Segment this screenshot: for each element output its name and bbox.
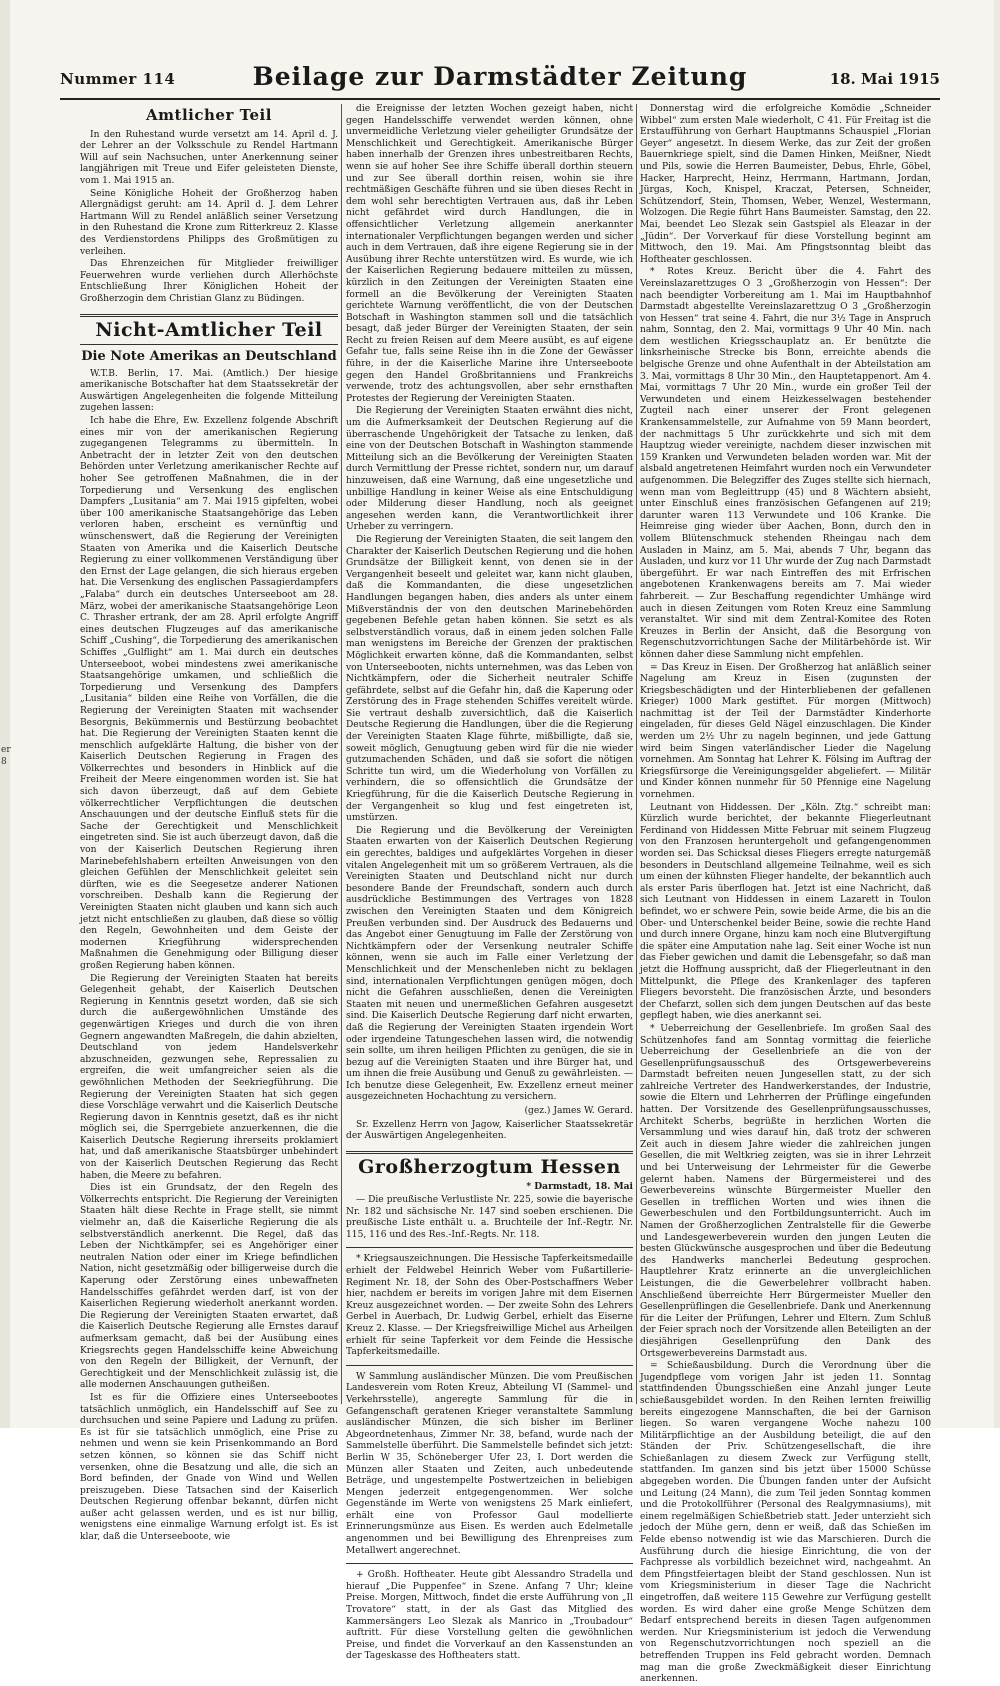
paragraph: W Sammlung ausländischer Münzen. Die vom Preußischen Landesverein vom Roten Kreuz, Abteilung VI (Sammel- und Verkehrsstelle), angeregte Sammlung für die in Gefangenschaft geratenen Krieger veranstaltete Sammlung ausländischer Münzen, die sich bisher im Berliner Abgeordnetenhaus, Zimmer Nr. 38, befand, wurde nach der Sammelstelle überführt. Die Sammelstelle befindet sich jetzt: Berlin W 35, Schöneberger Ufer 23, I. Dort werden die Münzen aller Staaten und Zeiten, auch unbedeutende Beträge, und ungestempelte Postwertzeichen in beliebigen Mengen jederzeit entgegengenommen. Wer solche Gegenstände im Werte von wenigstens 25 Mark einliefert, erhält eine von Professor Gaul modellierte Erinnerungsmünze aus Eisen. Es werden auch Edelmetalle angenommen und bei Bewilligung des Ehrenpreises zum Metallwert angerechnet. [346,1371,633,1556]
paragraph: Seine Königliche Hoheit der Großherzog haben Allergnädigst geruht: am 14. April d. J. dem Lehrer Hartmann Will zu Rendel anläßlich seiner Versetzung in den Ruhestand die Krone zum Ritterkreuz 2. Klasse des Verdienstordens Philipps des Großmütigen zu verleihen. [80,188,338,257]
paragraph: * Rotes Kreuz. Bericht über die 4. Fahrt des Vereinslazarettzuges O 3 „Großherzogin von Hessen“: Der nach beendigter Vorbereitung am 1. Mai im Hauptbahnhof Darmstadt abgestellte Vereinslazarettzug O 3 „Großherzogin von Hessen“ trat seine 4. Fahrt, die nur 3½ Tage in Anspruch nahm, Sonntag, den 2. Mai, vormittags 9 Uhr 40 Min. nach dem westlichen Kriegsschauplatz an. Er benützte die linksrheinische Strecke bis Bonn, erreichte abends die belgische Grenze und ohne Aufenthalt in der Abteilstation am 3. Mai, vormittags 8 Uhr 30 Min., den Hauptetappenort. Am 4. Mai, vormittags 7 Uhr 20 Min., wurde ein großer Teil der Verwundeten und einem Heizkesselwagen bestehender Zugteil nach einer unserer der Front gelegenen Krankensammelstelle, zur Aufnahme von 59 Mann beordert, der nachmittags 5 Uhr zurückkehrte und sich mit dem Hauptzug wieder vereinigte, nachdem dieser inzwischen mit 159 Kranken und Verwundeten beladen worden war. Mit der alsbald angetretenen Heimfahrt wurden noch ein Verwundeter aufgenommen. Die Belegziffer des Zuges stellte sich hiernach, wenn man vom Begleittrupp (45) und 8 Wächtern absieht, unter Einschluß eines französischen Gefangenen auf 219; darunter waren 113 Verwundete und 106 Kranke. Die Heimreise ging wieder über Aachen, Bonn, durch den in vollem Blütenschmuck stehenden Rheingau nach dem Ausladen in Mainz, am 5. Mai, abends 7 Uhr, begann das Ausladen, und kurz vor 11 Uhr wurde der Zug nach Darmstadt übergeführt. Er war nach Eintreffen des mit Erfrischen angebotenen Krankenwagens bereits am 7. Mai wieder fahrbereit. — Zur Beschaffung regendichter Umhänge wird auch in diesen Zeitungen vom Roten Kreuz eine Sammlung veranstaltet. Wir sind mit dem Zentral-Komitee des Roten Kreuzes in Berlin der Ansicht, daß die Besorgung von Regenschutzvorrichtungen Sache der Militärbehörde ist. Wir können daher diese Sammlung nicht empfehlen. [640,267,931,660]
paragraph: + Großh. Hoftheater. Heute gibt Alessandro Stradella und hierauf „Die Puppenfee“ in Szene. Anfang 7 Uhr; kleine Preise. Morgen, Mittwoch, findet die erste Aufführung von „Il Trovatore“ statt, in der als Gast das Mitglied des Kammersängers Leo Slezak als Manrico in „Troubadour“ auftritt. Für diese Vorstellung gelten die gewöhnlichen Preise, und findet die Vorverkauf an den Kassenstunden an der Tageskasse des Hoftheaters statt. [346,1570,633,1662]
column-divider-1 [341,104,342,1404]
column-divider-2 [636,104,637,1404]
issue-number: Nummer 114 [60,70,176,88]
edge-mark-2: 8 [1,757,7,767]
page-left-edge [0,0,10,1428]
newspaper-title: Beilage zur Darmstädter Zeitung [252,62,748,91]
paragraph: = Das Kreuz in Eisen. Der Großherzog hat anläßlich seiner Nagelung am Kreuz in Eisen (zugunsten der Kriegsbeschädigten und der Hinterbliebenen der gefallenen Krieger) 1000 Mark gestiftet. Für morgen (Mittwoch) nachmittag ist der Teil der Darmstädter Kinderhorte eingeladen, für dieses Geld Nägel einzuschlagen. Die Kinder werden um 2½ Uhr zu nageln beginnen, und jede Gattung wird beim Singen vaterländischer Lieder die Nagelung vornehmen. Am Sonntag hat Lehrer K. Fölsing im Auftrag der Kriegsfürsorge die Vereinigungsgelder abgeliefert. — Militär und Kinder können nunmehr für 50 Pfennige eine Nagelung vornehmen. [640,662,931,801]
paragraph: Die Regierung der Vereinigten Staaten, die seit langem den Charakter der Kaiserlich Deutschen Regierung und die hohen Grundsätze der Billigkeit kennt, von denen sie in der Vergangenheit beseelt und geleitet war, kann nicht glauben, daß die Kommandanten, die diese ungesetzlichen Handlungen begangen haben, dies anders als unter einem Mißverständnis der von den deutschen Marinebehörden gegebenen Befehle getan haben können. Sie setzt es als selbstverständlich voraus, daß in einem jeden solchen Falle man wenigstens im Bereiche der Grenzen der praktischen Möglichkeit erwarten könne, daß die Kommandanten, selbst von Unterseebooten, nichts unternehmen, was das Leben von Nichtkämpfern, oder die Sicherheit neutraler Schiffe gefährdete, selbst auf die Gefahr hin, daß die Kaperung oder Zerstörung des in Frage stehenden Schiffes vereitelt würde. Sie vertraut deshalb zuversichtlich, daß die Kaiserlich Deutsche Regierung die Handlungen, über die die Regierung der Vereinigten Staaten Klage führte, mißbilligte, daß sie, soweit möglich, Genugtuung geben wird für die nie wieder gutzumachenden Schäden, und daß sie sofort die nötigen Schritte tun wird, um die Wiederholung von Vorfällen zu verhindern, die so offensichtlich die Grundsätze der Kriegführung, für die die Kaiserlich Deutsche Regierung in der Vergangenheit so klug und fest eingetreten ist, umstürzen. [346,534,633,824]
paragraph: Das Ehrenzeichen für Mitglieder freiwilliger Feuerwehren wurde verliehen durch Allerhöchste Entschließung Ihrer Königlichen Hoheit der Großherzogin dem Christian Glanz zu Büdingen. [80,259,338,304]
dateline: * Darmstadt, 18. Mai [526,1181,633,1193]
section-divider [80,314,338,317]
divider [80,344,338,345]
paragraph: * Kriegsauszeichnungen. Die Hessische Tapferkeitsmedaille erhielt der Feldwebel Heinrich Weber vom Fußartillerie-Regiment Nr. 18, der Sohn des Ober-Postschaffners Weber hier, nachdem er bereits im vorigen Jahre mit dem Eisernen Kreuz ausgezeichnet worden. — Der zweite Sohn des Lehrers Gerbel in Auerbach, Dr. Ludwig Gerbel, erhielt das Eiserne Kreuz 2. Klasse. — Der Kriegsfreiwillige Michel aus Arheilgen erhielt für seine Tapferkeit vor dem Feinde die Hessische Tapferkeitsmedaille. [346,1254,633,1358]
section-title-amtlicher: Amtlicher Teil [146,106,272,124]
divider [346,1365,633,1366]
paragraph: die Ereignisse der letzten Wochen gezeigt haben, nicht gegen Handelsschiffe verwendet werden können, ohne unvermeidliche Verletzung vieler geheiligter Grundsätze der Menschlichkeit und Gerechtigkeit. Amerikanische Bürger haben innerhalb der Grenzen ihres unbestreitbaren Rechts, wenn sie auf hoher See ihre Schiffe überall dorthin steuern und zur See überall dorthin reisen, wohin sie ihre rechtmäßigen Geschäfte führen und sie üben dieses Recht in dem wohl sehr berechtigten Vertrauen aus, daß ihr Leben nicht gefährdet wird durch Handlungen, die in offensichtlicher Verletzung allgemein anerkannter internationaler Verpflichtungen begangen werden und sicher auch in dem Vertrauen, daß ihre eigene Regierung sie in der Ausübung ihrer Rechte unterstützen wird. Es wurde, wie ich der Kaiserlichen Regierung bedauere mitteilen zu müssen, kürzlich in den Zeitungen der Vereinigten Staaten eine formell an die Bevölkerung der Vereinigten Staaten gerichtete Warnung veröffentlicht, die von der Deutschen Botschaft in Washington stammen soll und die tatsächlich besagt, daß jeder Bürger der Vereinigten Staaten, der sein Recht zu freien Reisen auf dem Meere ausübt, es auf eigene Gefahr tue, falls seine Reise ihn in die Zone der Gewässer führe, in der die Kaiserliche Marine ihre Unterseeboote gegen den Handel Großbritanniens und Frankreichs verwende, trotz des achtungsvollen, aber sehr ernsthaften Protestes der Regierung der Vereinigten Staaten. [346,104,633,404]
column-1 [80,104,338,1543]
addressee: Sr. Exzellenz Herrn von Jagow, Kaiserlicher Staatssekretär der Auswärtigen Angelegenheiten. [346,1119,633,1142]
article-headline: Die Note Amerikas an Deutschland [81,349,337,365]
paragraph: — Die preußische Verlustliste Nr. 225, sowie die bayerische Nr. 182 und sächsische Nr. 147 sind soeben erschienen. Die preußische Liste enthält u. a. Bruchteile der Inf.-Regtr. Nr. 115, 116 und des Res.-Inf.-Regts. Nr. 118. [346,1195,633,1240]
paragraph: W.T.B. Berlin, 17. Mai. (Amtlich.) Der hiesige amerikanische Botschafter hat dem Staatssekretär der Auswärtigen Angelegenheiten die folgende Mitteilung zugehen lassen: [80,368,338,414]
page-right-edge [994,0,1000,1428]
masthead-rule [60,98,940,100]
divider [346,1247,633,1248]
divider [346,1563,633,1564]
masthead [60,62,940,96]
paragraph: Ist es für die Offiziere eines Unterseebootes tatsächlich unmöglich, ein Handelsschiff auf See zu durchsuchen und seine Papiere und Ladung zu prüfen. Es ist für sie tatsächlich unmöglich, eine Prise zu nehmen und wenn sie kein Prisenkommando an Bord setzen können, so können sie das Schiff nicht versenken, ohne die Besatzung und alle, die sich an Bord befinden, der Gnade von Wind und Wellen preiszugeben. Diese Tatsachen sind der Kaiserlich Deutschen Regierung offenbar bekannt, dürfen nicht außer acht gelassen werden, und es ist nur billig, wenigstens eine einmalige Warnung erfolgt ist. Es ist klar, daß die Unterseeboote, wie [80,1392,338,1543]
section-divider [346,1151,633,1154]
paragraph: Die Regierung der Vereinigten Staaten hat bereits Gelegenheit gehabt, der Kaiserlich Deutschen Regierung in Kenntnis gesetzt worden, daß sie sich durch die außergewöhnlichen Umstände des gegenwärtigen Krieges und durch die von ihren Gegnern angewandten Maßregeln, die dahin abzielten, Deutschland von jedem Handelsverkehr abzuschneiden, gezwungen sehe, Repressalien zu ergreifen, die weit umfangreicher seien als die gewöhnlichen Methoden der Seekriegführung. Die Regierung der Vereinigten Staaten hat sich gegen diese Vorschläge verwahrt und die Kaiserlich Deutsche Regierung davon in Kenntnis gesetzt, daß es ihr nicht möglich sei, die Sperrgebiete anzuerkennen, die die Kaiserlich Deutsche Regierung ihrerseits proklamiert hat, und daß amerikanische Staatsbürger unbehindert von der Kaiserlich Deutschen Regierung das Recht haben, die Meere zu befahren. [80,973,338,1181]
paragraph: Die Regierung der Vereinigten Staaten erwähnt dies nicht, um die Aufmerksamkeit der Deutschen Regierung auf die überraschende Ungehörigkeit der Tatsache zu lenken, daß eine von der Deutschen Botschaft in Washington stammende Mitteilung sich an die Bevölkerung der Vereinigten Staaten durch Vermittlung der Presse richtet, sondern nur, um darauf hinzuweisen, daß eine Warnung, daß eine ungesetzliche und unbillige Handlung in keiner Weise als eine Entschuldigung oder Milderung dieser Handlung, noch als geeignet angesehen werden kann, die Verantwortlichkeit ihrer Urheber zu verringern. [346,406,633,533]
paragraph: Dies ist ein Grundsatz, der den Regeln des Völkerrechts entspricht. Die Regierung der Vereinigten Staaten hält diese Rechte in Frage stellt, sie nimmt vielmehr an, daß die Kaiserliche Regierung die als selbstverständlich anerkennt. Die Regel, daß das Leben der Nichtkämpfer, sei es Angehöriger einer neutralen Nation oder einer im Kriege befindlichen Nation, nicht gesetzmäßig oder billigerweise durch die Kaperung oder Zerstörung eines unbewaffneten Handelsschiffes gefährdet werden darf, ist von der Kaiserlichen Regierung wiederholt anerkannt worden. Die Regierung der Vereinigten Staaten erwartet, daß die Kaiserlich Deutsche Regierung alle Ernstes darauf aufmerksam gemacht, daß bei der Ausübung eines Kriegsrechts gegen Handelsschiffe keine Abweichung von den Regeln der Billigkeit, der Vernunft, der Gerechtigkeit und der Menschlichkeit zulässig ist, die alle modernen Anschauungen gutheißen. [80,1183,338,1391]
paragraph: * Ueberreichung der Gesellenbriefe. Im großen Saal des Schützenhofes fand am Sonntag vormittag die feierliche Ueberreichung der Gesellenbriefe an die von der Gesellenprüfungsausschuß des Ortsgewerbevereins Darmstadt befreiten neuen Jungesellen statt, zu der sich zahlreiche Vertreter des Handwerkerstandes, der Industrie, sowie die Eltern und Lehrherren der Prüflinge eingefunden hatten. Der Vorsitzende des Gesellenprüfungsausschusses, Architekt Scherbs, begrüßte in herzlichen Worten die Versammlung und wies darauf hin, daß trotz der schweren Zeit auch in diesem Jahre wieder die zahlreichen jungen Gesellen, die mit Weltkrieg zeigten, was sie in ihrer Lehrzeit und bei Unterweisung der Lehrmeister für die Gewerbe gelernt haben. Namens der Bürgermeisterei und des Gewerbevereins wünschte Bürgermeister Mueller den Gesellen in trefflichen Worten und wies ihnen die Gewerbeschulen und den Fortbildungsunterricht. Auch im Namen der Großherzoglichen Zentralstelle für die Gewerbe und Landesgewerbeverein wurden den jungen Leuten die besten Glückwünsche ausgesprochen und über die Bedeutung des Handwerks mancherlei Bedeutung gesprochen. Hauptlehrer Kratz erinnerte an die unvergleichlichen Leistungen, die die Gewerbelehrer vollbracht haben. Anschließend überreichte Herr Bürgermeister Mueller den Gesellenprüflingen die Gesellenbriefe. Dank und Anerkennung für die Leiter der Prüfungen, Lehrer und Eltern. Zum Schluß der Feier sprach noch der Vorsitzende allen Beteiligten an der diesjährigen Gesellenprüfung den Dank des Ortsgewerbevereins Darmstadt aus. [640,1023,931,1359]
paragraph: Die Regierung und die Bevölkerung der Vereinigten Staaten erwarten von der Kaiserlich Deutschen Regierung ein gerechtes, baldiges und aufgeklärtes Vorgehen in dieser vitalen Angelegenheit mit um so größerem Vertrauen, als die Vereinigten Staaten und Deutschland nicht nur durch besondere Bande der Freundschaft, sondern auch durch ausdrückliche Bestimmungen des Vertrages von 1828 zwischen den Vereinigten Staaten und dem Königreich Preußen verbunden sind. Der Ausdruck des Bedauerns und das Angebot einer Genugtuung im Falle der Zerstörung von Nichtkämpfern oder der Versenkung neutraler Schiffe können, wenn sie auch im Falle einer Verletzung der Menschlichkeit und der Menschenleben nicht zu beklagen sind, internationalen Verpflichtungen genügen mögen, doch nicht die Gefahren ausschließen, denen die Vereinigten Staaten mit neuen und unermeßlichen Gefahren ausgesetzt sind. Die Kaiserlich Deutsche Regierung darf nicht erwarten, daß die Regierung der Vereinigten Staaten irgendein Wort oder irgendeine Tatungeschehen lassen wird, die notwendig sein sollte, um ihren heiligen Pflichten zu genügen, die sie in bezug auf die Vereinigten Staaten und ihre Bürger hat, und um ihnen die freie Ausübung und Genuß zu gewährleisten. — Ich benutze diese Gelegenheit, Ew. Exzellenz erneut meiner ausgezeichneten Hochachtung zu versichern. [346,825,633,1103]
paragraph: In den Ruhestand wurde versetzt am 14. April d. J. der Lehrer an der Volksschule zu Rendel Hartmann Will auf sein Nachsuchen, unter Anerkennung seiner langjährigen mit Treue und Eifer geleisteten Dienste, vom 1. Mai 1915 an. [80,129,338,186]
section-title-nicht-amtlicher: Nicht-Amtlicher Teil [95,318,323,341]
paragraph: Leutnant von Hiddessen. Der „Köln. Ztg.“ schreibt man: Kürzlich wurde berichtet, der bekannte Fliegerleutnant Ferdinand von Hiddessen Mitte Februar mit seinem Flugzeug von den Franzosen heruntergeholt und gefangengenommen worden sei. Das Schicksal dieses Fliegers erregte naturgemäß besonders in Deutschland allgemeine Teilnahme, weil es sich um einen der kühnsten Flieger handelte, der bekanntlich auch als erster Paris überflogen hat. Jetzt ist eine Nachricht, daß sich Leutnant von Hiddessen in einem Lazarett in Toulon befindet, wo er schwere Pein, sowie beide Arme, die bis an die Ober- und Unterschenkel beider Beine, sowie die rechte Hand und durch innere Organe, hinzu kam noch eine Blutvergiftung die später eine Amputation nahe lag. Seit einer Woche ist nun das Fieber gewichen und damit die Lebensgefahr, so daß man jetzt die Hoffnung ausspricht, daß der Fliegerleutnant in den Mittelpunkt, die Pflege des Krankenlager des tapferen Fliegers bevorsteht. Die französischen Ärzte, und besonders der Chefarzt, sollen sich dem jungen Deutschen auf das beste gepflegt haben, wie dies anerkannt sei. [640,802,931,1022]
column-3 [640,104,931,1685]
column-2 [346,104,633,1662]
issue-date: 18. Mai 1915 [829,70,940,88]
signature: (gez.) James W. Gerard. [524,1106,633,1117]
paragraph: Ich habe die Ehre, Ew. Exzellenz folgende Abschrift eines mir von der amerikanischen Regierung zugegangenen Telegramms zu übermitteln. In Anbetracht der in letzter Zeit von den deutschen Behörden unter Verletzung amerikanischer Rechte auf hoher See getroffenen Maßnahmen, die in der Torpedierung und Versenkung des englischen Dampfers „Lusitania“ am 7. Mai 1915 gipfelten, wobei über 100 amerikanische Staatsangehörige das Leben verloren haben, erscheint es vernünftig und wünschenswert, daß die Regierung der Vereinigten Staaten von Amerika und die Kaiserlich Deutsche Regierung zu einer vollkommenen Verständigung über den Ernst der Lage gelangen, die sich hieraus ergeben hat. Die Versenkung des englischen Passagierdampfers „Falaba“ durch ein deutsches Unterseeboot am 28. März, wobei der amerikanische Staatsangehörige Leon C. Thrasher ertrank, der am 28. April erfolgte Angriff eines deutschen Flugzeuges auf das amerikanische Schiff „Cushing“, die Torpedierung des amerikanischen Schiffes „Gulflight“ am 1. Mai durch ein deutsches Unterseeboot, wobei mindestens zwei amerikanische Staatsangehörige umkamen, und schließlich die Torpedierung und Versenkung des Dampfers „Lusitania“ bilden eine Reihe von Vorfällen, die die Regierung der Vereinigten Staaten mit wachsender Besorgnis, Bekümmernis und Bestürzung beobachtet hat. Die Regierung der Vereinigten Staaten kennt die menschlich aufgeklärte Haltung, die bisher von der Kaiserlich Deutschen Regierung in Fragen des Völkerrechtes und besonders in Hinblick auf die Freiheit der Meere eingenommen worden ist. Sie hat sich davon überzeugt, daß auf dem Gebiete völkerrechtlicher Verpflichtungen die deutschen Anschauungen und der deutsche Einfluß stets für die Sache der Gerechtigkeit und Menschlichkeit eingetreten sind. Sie ist auch überzeugt davon, daß die von der Kaiserlich Deutschen Regierung ihren Marinebefehlshabern erteilten Anweisungen von den gleichen Gefühlen der Menschlichkeit geleitet sein dürften, wie es die Seegesetze anderer Nationen vorschreiben. Deshalb kann die Regierung der Vereinigten Staaten nicht glauben und kann sich auch jetzt nicht entschließen zu glauben, daß diese so völlig den Regeln, Gewohnheiten und dem Geiste der modernen Kriegführung widersprechenden Maßnahmen die Genehmigung oder Billigung dieser großen Regierung haben können. [80,416,338,971]
section-title-hessen: Großherzogtum Hessen [358,1155,621,1178]
edge-mark-1: er [1,745,11,755]
paragraph: Donnerstag wird die erfolgreiche Komödie „Schneider Wibbel“ zum ersten Male wiederholt, C 41. Für Freitag ist die Erstaufführung von Gerhart Hauptmanns Schauspiel „Florian Geyer“ angesetzt. In diesem Werke, das zur Zeit der großen Bauernkriege spielt, sind die Damen Hinken, Meißner, Niedt und Pils, sowie die Herren Baumeister, Debus, Ehrle, Göbel, Hacker, Harprecht, Heinz, Herrmann, Hartmann, Jordan, Jürgas, Koch, Knispel, Kraczat, Petersen, Schneider, Schützendorf, Stein, Thomsen, Weber, Wenzel, Westermann, Wolzogen. Die Regie führt Hans Baumeister. Samstag, den 22. Mai, beendet Leo Slezak sein Gastspiel als Eleazar in der „Jüdin“. Der Vorverkauf für diese Vorstellung beginnt am Mittwoch, den 19. Mai. Am Pfingstsonntag bleibt das Hoftheater geschlossen. [640,104,931,265]
paragraph: = Schießausbildung. Durch die Verordnung über die Jugendpflege vom vorigen Jahr ist jeden 11. Sonntag stattfindenden Übungsschießen eine Anzahl junger Leute schießausgebildet worden. In den Reihen lernten freiwillig bereits eingezogene Mannschaften, die bei der Garnison liegen. So waren vergangene Woche nahezu 100 Militärpflichtige an der Ausbildung beteiligt, die auf den Ständen der Priv. Schützengesellschaft, die ihre Schießanlagen zu diesem Zweck zur Verfügung stellt, stattfanden. Im ganzen sind bis jetzt über 15000 Schüsse abgegeben worden. Die Übungen fanden unter der Aufsicht und Leitung (24 Mann), die zum Teil jeden Sonntag kommen und die Protokollführer (Personal des Realgymnasiums), mit einem regelmäßigen Schießbetrieb statt. Jeder unterzieht sich jedoch der Mühe gern, denn er weiß, daß das Schießen im Felde ebenso notwendig ist wie das Marschieren. Durch die Ausführung durch die hiesige Einrichtung, die von der Fachpresse als vorbildlich bezeichnet wird, nachgeahmt. An dem Pfingstfeiertagen bleibt der Stand geschlossen. Nun ist vom Kriegsministerium in dieser Tage die Nachricht eingetroffen, daß weitere 115 Gewehre zur Verfügung gestellt worden. Es wird daher eine große Menge Schützen dem Bedarf entsprechend bereits in diesen Tagen aufgenommen werden. Nur Kriegsministerium ist jedoch die Verwendung von Regenschutzvorrichtungen noch speziell an die betreffenden Truppen ins Feld gebracht worden. Demnach mag man die große Zweckmäßigkeit dieser Einrichtung anerkennen. [640,1361,931,1685]
